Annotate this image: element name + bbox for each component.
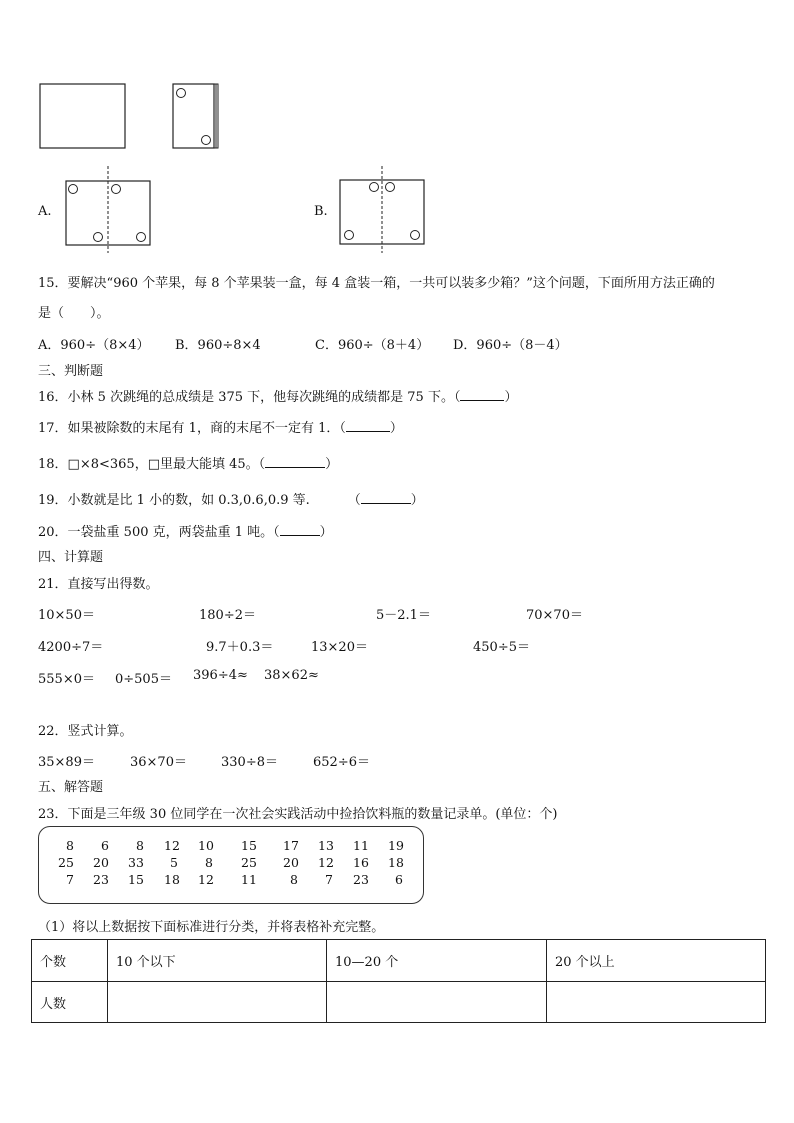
record-row [39, 838, 423, 854]
q15-option-d: D．960÷（8－4） [453, 338, 568, 353]
q17-answer-blank[interactable] [346, 420, 390, 432]
record-value: 7 [66, 872, 74, 887]
table-header-row [32, 940, 766, 982]
record-row [39, 855, 423, 871]
section4-heading: 四、计算题 [38, 550, 104, 565]
q22-title: 22．竖式计算。 [38, 724, 133, 739]
q21-item: 555×0＝ [38, 672, 95, 687]
table-header-cell: 个数 [32, 940, 108, 982]
record-value: 19 [388, 838, 404, 853]
plain-paper [40, 84, 125, 148]
q15-line1: 15．要解决“960 个苹果，每 8 个苹果装一盒，每 4 盒装一箱，一共可以装多少箱？”这个问题，下面所用方法正确的 [38, 276, 715, 291]
record-value: 8 [205, 855, 213, 870]
table-row [32, 982, 766, 1023]
record-value: 8 [66, 838, 74, 853]
record-value: 7 [325, 872, 333, 887]
record-value: 17 [283, 838, 299, 853]
classification-table [31, 939, 766, 1023]
record-value: 20 [283, 855, 299, 870]
option-a-label: A. [38, 204, 52, 219]
record-value: 8 [290, 872, 298, 887]
record-value: 8 [136, 838, 144, 853]
q21-item: 10×50＝ [38, 608, 95, 623]
record-value: 18 [388, 855, 404, 870]
q21-item: 396÷4≈ [193, 668, 248, 683]
record-value: 12 [198, 872, 214, 887]
table-header-cell: 10 个以下 [108, 940, 327, 982]
record-value: 25 [58, 855, 74, 870]
q14-paper-figure [36, 80, 236, 155]
record-value: 16 [353, 855, 369, 870]
record-value: 20 [93, 855, 109, 870]
section3-heading: 三、判断题 [38, 364, 104, 379]
table-header-cell: 10—20 个 [327, 940, 547, 982]
q15-option-a: A．960÷（8×4） [38, 338, 150, 353]
answer-cell[interactable] [547, 982, 766, 1023]
record-value: 5 [170, 855, 178, 870]
record-value: 6 [395, 872, 403, 887]
q22-item: 36×70＝ [130, 755, 187, 770]
record-value: 25 [241, 855, 257, 870]
q23-sub1: （1）将以上数据按下面标准进行分类，并将表格补充完整。 [38, 920, 385, 935]
record-sheet [38, 826, 424, 904]
q16-answer-blank[interactable] [460, 389, 504, 401]
q16: 16．小林 5 次跳绳的总成绩是 375 下，他每次跳绳的成绩都是 75 下。（ ） [38, 390, 518, 405]
record-value: 11 [353, 838, 369, 853]
record-value: 33 [128, 855, 144, 870]
q21-item: 9.7＋0.3＝ [206, 640, 274, 655]
q21-item: 5－2.1＝ [376, 608, 431, 623]
record-value: 12 [164, 838, 180, 853]
q21-item: 70×70＝ [526, 608, 583, 623]
q23-title: 23．下面是三年级 30 位同学在一次社会实践活动中捡拾饮料瓶的数量记录单。(单位：个) [38, 807, 558, 822]
q19-answer-blank[interactable] [361, 492, 411, 504]
q21-item: 4200÷7＝ [38, 640, 104, 655]
q22-item: 330÷8＝ [221, 755, 278, 770]
table-row-label: 人数 [32, 982, 108, 1023]
q21-item: 38×62≈ [264, 668, 319, 683]
record-value: 13 [318, 838, 334, 853]
record-value: 12 [318, 855, 334, 870]
q15-option-b: B．960÷8×4 [175, 338, 261, 353]
q15-option-c: C．960÷（8＋4） [315, 338, 430, 353]
q20-answer-blank[interactable] [280, 524, 320, 536]
q19: 19．小数就是比 1 小的数，如 0.3,0.6,0.9 等. （ ） [38, 493, 424, 508]
q21-item: 13×20＝ [311, 640, 368, 655]
record-value: 15 [241, 838, 257, 853]
folded-paper-front [173, 84, 214, 148]
record-value: 11 [241, 872, 257, 887]
q22-item: 35×89＝ [38, 755, 95, 770]
record-value: 6 [101, 838, 109, 853]
q20: 20．一袋盐重 500 克，两袋盐重 1 吨。（ ） [38, 525, 333, 540]
answer-cell[interactable] [108, 982, 327, 1023]
option-a-figure [60, 163, 160, 255]
record-value: 18 [164, 872, 180, 887]
q21-item: 450÷5＝ [473, 640, 530, 655]
record-value: 23 [93, 872, 109, 887]
section5-heading: 五、解答题 [38, 780, 104, 795]
q18-answer-blank[interactable] [265, 456, 325, 468]
record-value: 23 [353, 872, 369, 887]
record-value: 15 [128, 872, 144, 887]
record-row [39, 872, 423, 888]
q21-title: 21．直接写出得数。 [38, 577, 159, 592]
q17: 17．如果被除数的末尾有 1，商的末尾不一定有 1．（ ） [38, 421, 403, 436]
q21-item: 180÷2＝ [199, 608, 256, 623]
option-b-label: B. [314, 204, 328, 219]
q15-line2: 是（ ）。 [38, 306, 110, 321]
option-b-figure [334, 163, 434, 255]
answer-cell[interactable] [327, 982, 547, 1023]
q22-item: 652÷6＝ [313, 755, 370, 770]
q18: 18．□×8<365，□里最大能填 45。（ ） [38, 457, 339, 472]
q21-item: 0÷505＝ [115, 672, 172, 687]
table-header-cell: 20 个以上 [547, 940, 766, 982]
record-value: 10 [198, 838, 214, 853]
